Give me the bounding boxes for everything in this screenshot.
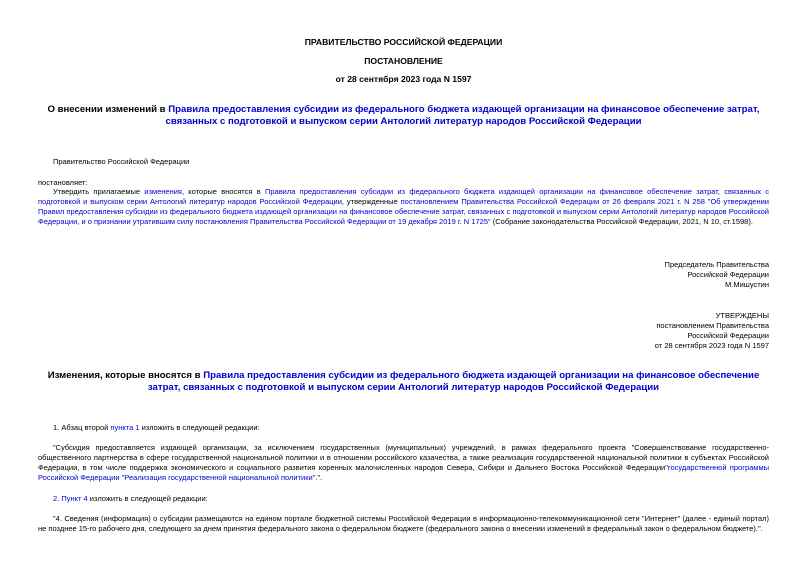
item-2 <box>53 494 208 504</box>
approved-date: от 28 сентября 2023 года N 1597 <box>654 341 769 350</box>
quote-2: "4. Сведения (информация) о субсидии размещаются на едином портале бюджетной системы Российской Федерации в информационно-телекоммуникационной сети "Интернет" (далее - единый портал) не позднее 15-го рабочего дня, следующего за днем принятия федерального закона о федеральном бюджете (федерального закона о внесении изменений в федеральный закон о федеральном бюджете).". <box>38 514 769 533</box>
item-2-text: изложить в следующей редакции: <box>87 494 208 503</box>
body-text-3: , утвержденные <box>341 197 401 206</box>
state-program-link[interactable]: государственной программы Российской Федерации "Реализация государственной национальной политики" <box>38 463 769 482</box>
document-date: от 28 сентября 2023 года N 1597 <box>335 74 472 84</box>
rules-link-body[interactable]: Правила предоставления субсидии из федерального бюджета издающей организации на финансовое обеспечение затрат, связанных с подготовкой и выпуском серии Антологий литератур народов Российской Федерации <box>38 187 769 206</box>
approved-by: постановлением Правительства <box>656 321 769 330</box>
rules-link[interactable]: Правила предоставления субсидии из федерального бюджета издающей организации на финансовое обеспечение затрат, связанных с подготовкой и выпуском серии Антологий литератур народов Российской Федерации <box>165 104 760 127</box>
changes-link[interactable]: изменения <box>144 187 182 196</box>
signature-position: Председатель Правительства <box>664 260 769 269</box>
quote-1-text: "Субсидия предоставляется издающей организации, за исключением государственных (муниципальных) учреждений, в рамках федерального проекта "Совершенствование государственно-общественного партнерства в сфере государственной национальной политики и в отношении российского казачества, а также реализация государственной национальной политики в субъектах Российской Федерации, в том числе поддержка экономического и социального развития коренных малочисленных народов Севера, Сибири и Дальнего Востока Российской Федерации" <box>38 443 769 472</box>
signature-name: М.Мишустин <box>725 280 769 289</box>
signature-org: Российской Федерации <box>687 270 769 279</box>
approved-block <box>655 311 769 351</box>
item-1-text-2: изложить в следующей редакции: <box>139 423 260 432</box>
point-1-link[interactable]: пункта 1 <box>110 423 140 432</box>
approved-label: УТВЕРЖДЕНЫ <box>715 311 769 320</box>
item-1-text-1: 1. Абзац второй <box>53 423 111 432</box>
preamble-verb: постановляет: <box>38 178 88 187</box>
preamble-subject: Правительство Российской Федерации <box>53 157 190 166</box>
changes-title-prefix: Изменения, которые вносятся в <box>47 370 204 381</box>
item-1 <box>53 423 260 433</box>
title-prefix: О внесении изменений в <box>47 104 169 115</box>
body-text-2: , которые вносятся в <box>181 187 265 196</box>
quote-1 <box>38 443 769 483</box>
point-4-link[interactable]: 2. Пункт 4 <box>53 494 88 503</box>
changes-title <box>38 370 769 394</box>
approved-org: Российской Федерации <box>687 331 769 340</box>
document-title <box>38 104 769 128</box>
resolution-258-link[interactable]: постановлением Правительства Российской Федерации от 26 февраля 2021 г. N 258 "Об утверждении Правил предоставления субсидии из федерального бюджета издающей организации на финансовое обеспечение затрат, связанных с подготовкой и выпуском серии Антологий литератур народов Российской Федерации, и о признании утратившим силу постановления Правительства Российской Федерации от 19 декабря 2019 г. N 1725" <box>38 197 769 226</box>
signature-block <box>665 260 769 290</box>
government-heading: ПРАВИТЕЛЬСТВО РОССИЙСКОЙ ФЕДЕРАЦИИ <box>304 37 503 47</box>
body-text-4: (Собрание законодательства Российской Федерации, 2021, N 10, ст.1598). <box>490 217 753 226</box>
document-type: ПОСТАНОВЛЕНИЕ <box>364 56 443 66</box>
changes-rules-link[interactable]: Правила предоставления субсидии из федерального бюджета издающей организации на финансовое обеспечение затрат, связанных с подготовкой и выпуском серии Антологий литератур народов Российской Федерации <box>147 370 760 393</box>
body-text-1: Утвердить прилагаемые <box>53 187 145 196</box>
quote-1-end: .". <box>315 473 323 482</box>
approval-paragraph <box>38 187 769 227</box>
